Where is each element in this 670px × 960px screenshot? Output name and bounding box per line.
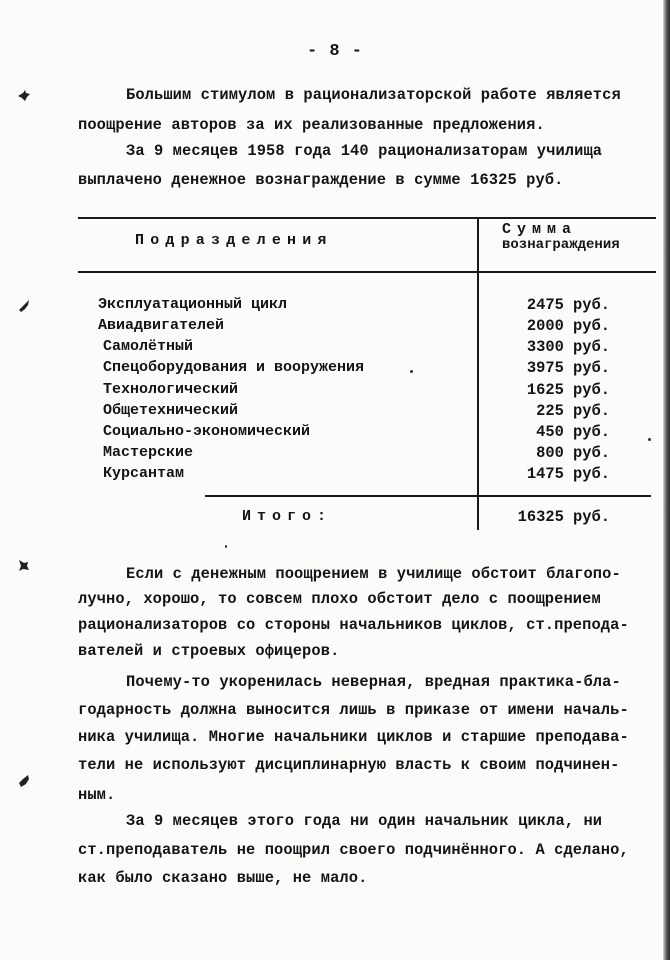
table-total-rule (205, 495, 651, 497)
table-top-rule (78, 217, 656, 219)
row-department: Эксплуатационный цикл (98, 296, 288, 313)
row-amount: 800 руб. (536, 444, 610, 462)
table-row (0, 296, 670, 318)
table-header-rule (78, 271, 656, 273)
paragraph-4-line: годарность должна выносится лишь в приказе от имени началь- (78, 701, 629, 719)
row-amount: 1625 руб. (526, 381, 610, 399)
ink-speck (225, 545, 227, 548)
paragraph-4-line: ным. (78, 786, 116, 804)
paragraph-2-line: выплачено денежное вознаграждение в сумме 16325 руб. (78, 171, 564, 189)
paragraph-5-line: ст.преподаватель не поощрил своего подчинённого. А сделано, (78, 841, 629, 859)
row-amount: 3975 руб. (526, 359, 610, 377)
table-header-amount-line2: вознаграждения (502, 237, 620, 253)
paragraph-1-line: поощрение авторов за их реализованные предложения. (78, 116, 545, 134)
row-department: Самолётный (103, 338, 194, 355)
row-amount: 225 руб. (536, 402, 610, 420)
table-row (0, 402, 670, 424)
paragraph-5-line: как было сказано выше, не мало. (78, 869, 368, 887)
paragraph-4-line: тели не используют дисциплинарную власть к своим подчинен- (78, 756, 620, 774)
row-amount: 1475 руб. (526, 465, 610, 483)
row-department: Технологический (103, 381, 239, 398)
margin-mark-icon (17, 775, 31, 787)
row-department: Мастерские (103, 444, 194, 461)
row-department: Социально-экономический (103, 423, 311, 440)
table-header-department: Подразделения (135, 232, 333, 249)
paragraph-3-line: лучно, хорошо, то совсем плохо обстоит дело с поощрением (78, 590, 601, 608)
paragraph-3-line: рационализаторов со стороны начальников циклов, ст.препода- (78, 616, 629, 634)
row-amount: 3300 руб. (526, 338, 610, 356)
paragraph-3-line: вателей и строевых офицеров. (78, 642, 340, 660)
paragraph-1-line: Большим стимулом в рационализаторской работе является (126, 86, 621, 104)
table-total-amount: 16325 руб. (517, 508, 610, 526)
table-header-amount-line1: Сумма (502, 221, 578, 238)
row-amount: 2475 руб. (526, 296, 610, 314)
row-department: Авиадвигателей (98, 317, 225, 334)
table-row (0, 423, 670, 445)
paragraph-2-line: За 9 месяцев 1958 года 140 рационализаторам училища (126, 142, 603, 160)
table-row (0, 317, 670, 339)
row-department: Общетехнический (103, 402, 239, 419)
table-row (0, 338, 670, 360)
row-department: Курсантам (103, 465, 185, 482)
row-department: Спецоборудования и вооружения (103, 359, 365, 376)
paragraph-4-line: ника училища. Многие начальники циклов и старшие преподава- (78, 728, 629, 746)
paragraph-5-line: За 9 месяцев этого года ни один начальник цикла, ни (126, 812, 603, 830)
table-row (0, 465, 670, 487)
paragraph-4-line: Почему-то укоренилась неверная, вредная практика-бла- (126, 673, 621, 691)
page-number: - 8 - (306, 42, 363, 61)
margin-mark-icon (17, 90, 31, 102)
row-amount: 2000 руб. (526, 317, 610, 335)
margin-mark-icon (17, 560, 31, 572)
row-amount: 450 руб. (536, 423, 610, 441)
table-row (0, 359, 670, 381)
table-total-label: Итого: (242, 508, 333, 525)
paragraph-3-line: Если с денежным поощрением в училище обстоит благопо- (126, 565, 621, 583)
table-row (0, 444, 670, 466)
table-row (0, 381, 670, 403)
